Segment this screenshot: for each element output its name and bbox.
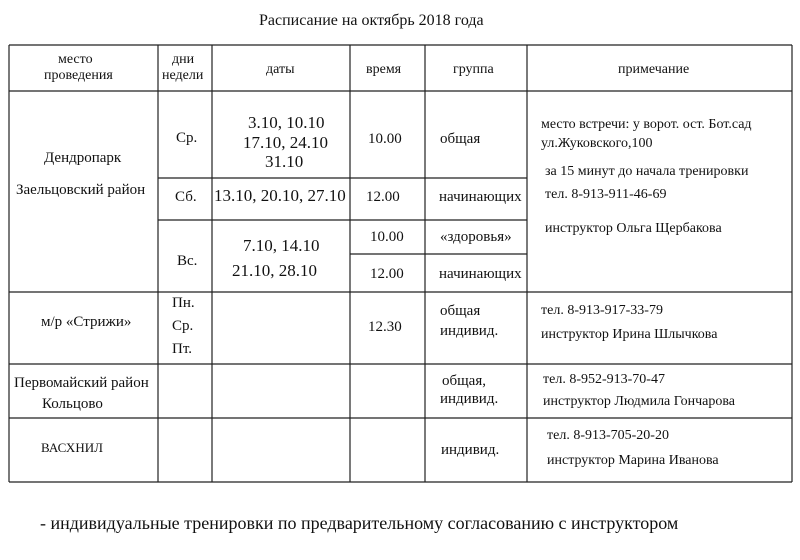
day-sun: Вс. [177,253,198,269]
dates-wed-1: 3.10, 10.10 [248,113,325,132]
footer-note: - индивидуальные тренировки по предварительному согласованию с инструктором [40,513,679,533]
header-place-1: место [58,52,93,67]
district-zaeltsovsky: Заельцовский район [16,182,146,198]
header-days-1: дни [172,52,195,67]
dendropark-instructor: инструктор Ольга Щербакова [545,221,722,236]
group-koltsovo-1: общая, [442,373,486,389]
group-sun-2: начинающих [439,266,522,282]
day-fri: Пт. [172,341,193,357]
vaskhnil-phone: тел. 8-913-705-20-20 [547,428,669,443]
header-group: группа [453,62,494,77]
group-koltsovo-2: индивид. [440,391,499,407]
header-dates: даты [266,62,295,77]
dates-sun-2: 21.10, 28.10 [232,261,317,280]
vaskhnil-instructor: инструктор Марина Иванова [547,453,719,468]
time-sun-1: 10.00 [370,229,404,245]
place-koltsovo: Кольцово [42,396,103,412]
dates-sat: 13.10, 20.10, 27.10 [214,186,346,205]
day-mon: Пн. [172,295,195,311]
day-wed-strizhi: Ср. [172,318,194,334]
time-sat: 12.00 [366,189,400,205]
header-days-2: недели [162,68,204,83]
group-sat: начинающих [439,189,522,205]
day-sat: Сб. [175,189,197,205]
header-place-2: проведения [44,68,113,83]
dendropark-note-3: за 15 минут до начала тренировки [545,164,749,179]
group-sun-1: «здоровья» [440,229,512,245]
time-wed: 10.00 [368,131,402,147]
dendropark-phone: тел. 8-913-911-46-69 [545,187,667,202]
dendropark-note-2: ул.Жуковского,100 [541,136,653,151]
dates-wed-3: 31.10 [265,152,304,171]
time-strizhi: 12.30 [368,319,402,335]
day-wed: Ср. [176,130,198,146]
header-time: время [366,62,402,77]
dendropark-note-1: место встречи: у ворот. ост. Бот.сад [541,117,752,132]
page-title: Расписание на октябрь 2018 года [259,12,484,29]
group-strizhi-2: индивид. [440,323,499,339]
place-dendropark: Дендропарк [44,150,122,166]
strizhi-phone: тел. 8-913-917-33-79 [541,303,663,318]
dates-wed-2: 17.10, 24.10 [243,133,328,152]
koltsovo-instructor: инструктор Людмила Гончарова [543,394,736,409]
place-strizhi: м/р «Стрижи» [41,314,132,330]
header-note: примечание [618,62,690,77]
dates-sun-1: 7.10, 14.10 [243,236,320,255]
place-vaskhnil: ВАСХНИЛ [41,440,103,455]
time-sun-2: 12.00 [370,266,404,282]
group-wed: общая [440,131,481,147]
group-strizhi-1: общая [440,303,481,319]
koltsovo-phone: тел. 8-952-913-70-47 [543,372,665,387]
place-pervomaisky: Первомайский район [14,375,149,391]
group-vaskhnil: индивид. [441,442,500,458]
strizhi-instructor: инструктор Ирина Шлычкова [541,327,718,342]
